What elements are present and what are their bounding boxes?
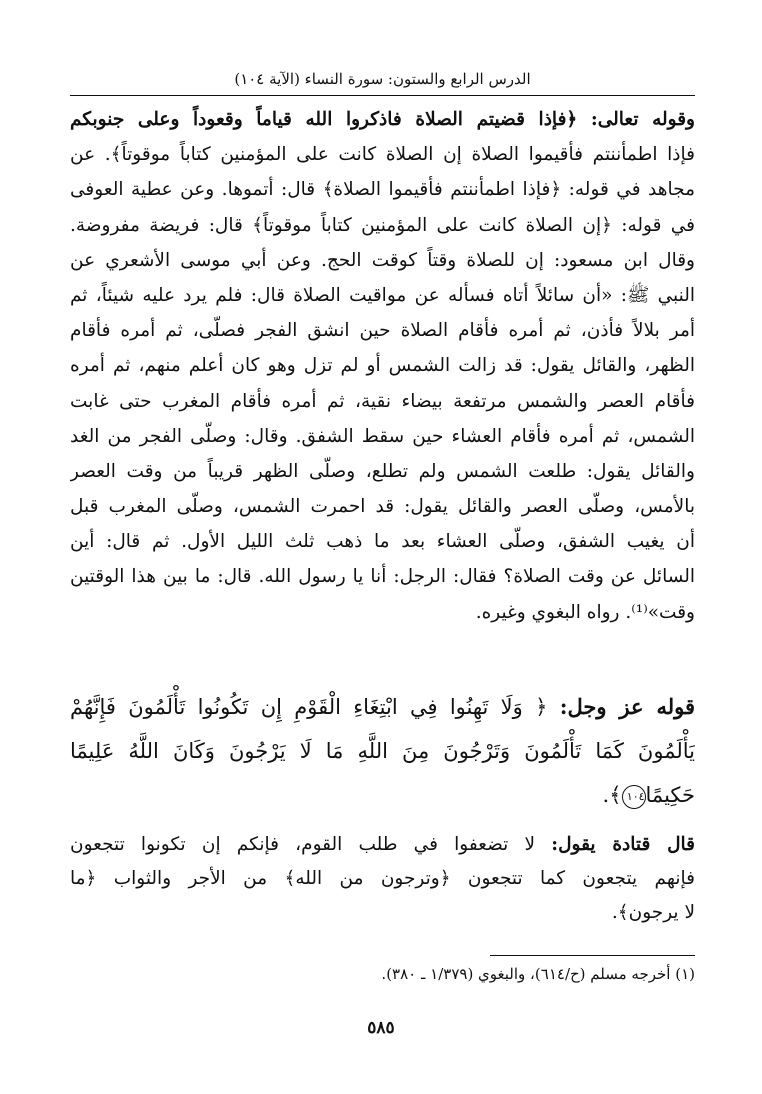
paragraph-line: مجاهد في قوله: ﴿فإذا اطمأننتم فأقيموا الصلاة﴾ قال: أتموها. وعن عطية العوفى [70, 179, 695, 201]
commentary-paragraph [70, 828, 695, 930]
paragraph-line: والقائل يقول: طلعت الشمس ولم تطلع، وصلّى الظهر قريباً من وقت العصر [70, 460, 695, 482]
verse-text: ﴿ وَلَا تَهِنُوا فِي ابْتِغَاءِ الْقَوْمِ إِن تَكُونُوا تَأْلَمُونَ فَإِنَّهُمْ [70, 695, 548, 719]
running-header: الدرس الرابع والستون: سورة النساء (الآية ١٠٤) [234, 70, 531, 88]
paragraph-line: أن يغيب الشفق، وصلّى العشاء بعد ما ذهب ثلث الليل الأول. ثم قال: أين [70, 531, 695, 553]
paragraph-line: السائل عن وقت الصلاة؟ فقال: الرجل: أنا يا رسول الله. قال: ما بين هذا الوقتين [70, 566, 695, 588]
paragraph-line: بالأمس، وصلّى العصر والقائل يقول: قد احمرت الشمس، وصلّى المغرب قبل [70, 496, 695, 518]
main-paragraph [70, 102, 695, 630]
verse-close: ﴾. [602, 783, 622, 807]
verse-line: يَأْلَمُونَ كَمَا تَأْلَمُونَ وَتَرْجُونَ مِنَ اللَّهِ مَا لَا يَرْجُونَ وَكَانَ اللَّهُ عَلِيمًا [70, 739, 695, 763]
paragraph-line: النبي ﷺ: «أن سائلاً أتاه فسأله عن مواقيت الصلاة قال: فلم يرد عليه شيئاً، ثم [70, 284, 695, 306]
commentary-line: لا يرجون﴾. [611, 902, 695, 923]
commentary-lead: قال قتادة يقول: [551, 834, 695, 855]
paragraph-line: الشمس، ثم أمره فأقام العشاء حين سقط الشفق. وقال: وصلّى الفجر من الغد [70, 425, 695, 447]
footnote: (١) أخرجه مسلم (ح/٦١٤)، والبغوي (١/٣٧٩ ـ ٣٨٠). [381, 965, 695, 983]
header-divider [70, 95, 695, 96]
verse-number-medallion: ١٠٤ [622, 785, 646, 809]
verse-line [70, 773, 695, 817]
paragraph-line: فإذا اطمأننتم فأقيموا الصلاة إن الصلاة كانت على المؤمنين كتاباً موقوتاً﴾. عن [70, 144, 695, 166]
paragraph-line: أمر بلالاً فأذن، ثم أمره فأقام الصلاة حين انشق الفجر فصلّى، ثم أمره فأقام [70, 320, 695, 342]
commentary-line: فإنهم يتجعون كما تتجعون ﴿وترجون من الله﴾ من الأجر والثواب ﴿ما [70, 868, 695, 889]
verse-line [70, 685, 695, 729]
paragraph-line: الظهر، والقائل يقول: قد زالت الشمس أو لم تزل وهو كان أعلم منهم، ثم أمره [70, 355, 695, 377]
footnote-divider [490, 955, 695, 956]
paragraph-line: وقال ابن مسعود: إن للصلاة وقتاً كوقت الحج. وعن أبي موسى الأشعري عن [70, 249, 695, 271]
commentary-line: قال قتادة يقول: لا تضعفوا في طلب القوم، فإنكم إن تكونوا تتجعون [70, 834, 695, 855]
verse-text: حَكِيمًا [645, 783, 695, 807]
paragraph-line: وقوله تعالى: ﴿فإذا قضيتم الصلاة فاذكروا الله قياماً وقعوداً وعلى جنوبكم [70, 109, 695, 130]
paragraph-line: وقت»⁽¹⁾. رواه البغوي وغيره. [475, 601, 695, 623]
page-number: ٥٨٥ [367, 1018, 395, 1038]
paragraph-line: في قوله: ﴿إن الصلاة كانت على المؤمنين كتاباً موقوتاً﴾ قال: فريضة مفروضة. [70, 214, 695, 236]
paragraph-line: فأقام العصر والشمس مرتفعة بيضاء نقية، ثم أمره فأقام المغرب حتى غابت [70, 390, 695, 412]
verse-intro: قوله عز وجل: [559, 694, 695, 719]
verse-block [70, 685, 695, 817]
